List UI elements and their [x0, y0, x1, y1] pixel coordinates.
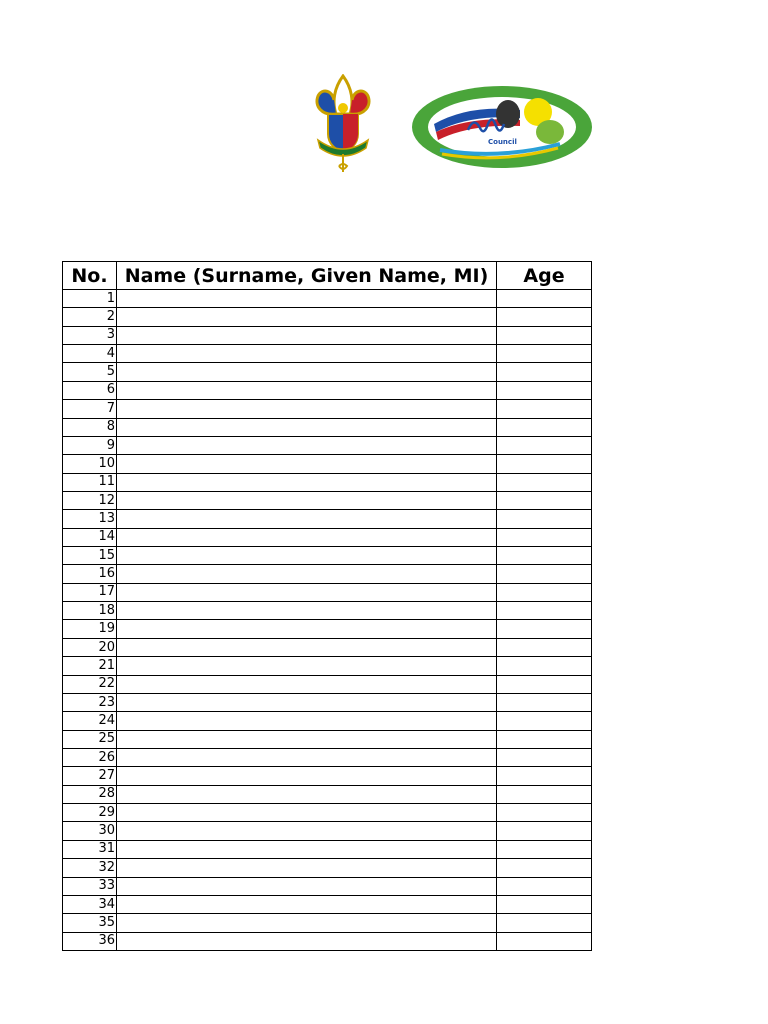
row-number-cell: 10 — [63, 455, 117, 473]
name-cell[interactable] — [117, 455, 497, 473]
header-no: No. — [63, 262, 117, 290]
row-number-cell: 7 — [63, 400, 117, 418]
age-cell[interactable] — [497, 436, 592, 454]
table-row — [63, 895, 592, 913]
name-cell[interactable] — [117, 895, 497, 913]
table-row — [63, 840, 592, 858]
name-cell[interactable] — [117, 840, 497, 858]
age-cell[interactable] — [497, 767, 592, 785]
table-row — [63, 730, 592, 748]
age-cell[interactable] — [497, 804, 592, 822]
table-row — [63, 528, 592, 546]
name-cell[interactable] — [117, 510, 497, 528]
name-cell[interactable] — [117, 565, 497, 583]
age-cell[interactable] — [497, 583, 592, 601]
row-number-cell: 1 — [63, 290, 117, 308]
table-row — [63, 290, 592, 308]
name-cell[interactable] — [117, 547, 497, 565]
row-number-cell: 12 — [63, 491, 117, 509]
row-number-cell: 11 — [63, 473, 117, 491]
name-cell[interactable] — [117, 822, 497, 840]
name-cell[interactable] — [117, 693, 497, 711]
table-row — [63, 583, 592, 601]
age-cell[interactable] — [497, 895, 592, 913]
row-number-cell: 9 — [63, 436, 117, 454]
age-cell[interactable] — [497, 326, 592, 344]
council-label: Council — [488, 138, 517, 146]
table-row — [63, 693, 592, 711]
kab-scout-emblem-logo — [312, 74, 374, 176]
rizal-council-seal-logo — [410, 84, 594, 170]
name-cell[interactable] — [117, 804, 497, 822]
age-cell[interactable] — [497, 528, 592, 546]
table-row — [63, 675, 592, 693]
table-row — [63, 748, 592, 766]
name-cell[interactable] — [117, 528, 497, 546]
table-row — [63, 363, 592, 381]
table-row — [63, 712, 592, 730]
name-cell[interactable] — [117, 602, 497, 620]
table-row — [63, 877, 592, 895]
table-row — [63, 455, 592, 473]
row-number-cell: 32 — [63, 859, 117, 877]
age-cell[interactable] — [497, 308, 592, 326]
table-row — [63, 345, 592, 363]
table-row — [63, 785, 592, 803]
name-cell[interactable] — [117, 877, 497, 895]
name-cell[interactable] — [117, 491, 497, 509]
age-cell[interactable] — [497, 455, 592, 473]
row-number-cell: 34 — [63, 895, 117, 913]
age-cell[interactable] — [497, 510, 592, 528]
age-cell[interactable] — [497, 473, 592, 491]
row-number-cell: 8 — [63, 418, 117, 436]
row-number-cell: 17 — [63, 583, 117, 601]
row-number-cell: 29 — [63, 804, 117, 822]
age-cell[interactable] — [497, 877, 592, 895]
age-cell[interactable] — [497, 657, 592, 675]
name-cell[interactable] — [117, 932, 497, 950]
name-cell[interactable] — [117, 767, 497, 785]
age-cell[interactable] — [497, 400, 592, 418]
row-number-cell: 36 — [63, 932, 117, 950]
table-row — [63, 565, 592, 583]
table-row — [63, 804, 592, 822]
name-cell[interactable] — [117, 675, 497, 693]
name-cell[interactable] — [117, 436, 497, 454]
header-name: Name (Surname, Given Name, MI) — [117, 262, 497, 290]
row-number-cell: 20 — [63, 638, 117, 656]
table-row — [63, 657, 592, 675]
row-number-cell: 21 — [63, 657, 117, 675]
row-number-cell: 35 — [63, 914, 117, 932]
name-cell[interactable] — [117, 400, 497, 418]
row-number-cell: 4 — [63, 345, 117, 363]
table-row — [63, 473, 592, 491]
table-row — [63, 510, 592, 528]
row-number-cell: 31 — [63, 840, 117, 858]
row-number-cell: 24 — [63, 712, 117, 730]
row-number-cell: 15 — [63, 547, 117, 565]
row-number-cell: 30 — [63, 822, 117, 840]
name-cell[interactable] — [117, 418, 497, 436]
name-cell[interactable] — [117, 638, 497, 656]
name-cell[interactable] — [117, 785, 497, 803]
row-number-cell: 28 — [63, 785, 117, 803]
table-row — [63, 326, 592, 344]
age-cell[interactable] — [497, 620, 592, 638]
row-number-cell: 22 — [63, 675, 117, 693]
name-cell[interactable] — [117, 326, 497, 344]
age-cell[interactable] — [497, 914, 592, 932]
age-cell[interactable] — [497, 491, 592, 509]
table-row — [63, 932, 592, 950]
name-cell[interactable] — [117, 914, 497, 932]
row-number-cell: 26 — [63, 748, 117, 766]
table-header-row — [63, 262, 592, 290]
age-cell[interactable] — [497, 693, 592, 711]
age-cell[interactable] — [497, 345, 592, 363]
row-number-cell: 27 — [63, 767, 117, 785]
age-cell[interactable] — [497, 785, 592, 803]
table-row — [63, 381, 592, 399]
name-cell[interactable] — [117, 712, 497, 730]
row-number-cell: 14 — [63, 528, 117, 546]
row-number-cell: 18 — [63, 602, 117, 620]
table-row — [63, 400, 592, 418]
table-row — [63, 418, 592, 436]
name-cell[interactable] — [117, 620, 497, 638]
name-cell[interactable] — [117, 859, 497, 877]
row-number-cell: 5 — [63, 363, 117, 381]
table-row — [63, 914, 592, 932]
name-cell[interactable] — [117, 748, 497, 766]
header-age: Age — [497, 262, 592, 290]
name-cell[interactable] — [117, 290, 497, 308]
age-cell[interactable] — [497, 712, 592, 730]
age-cell[interactable] — [497, 381, 592, 399]
row-number-cell: 25 — [63, 730, 117, 748]
row-number-cell: 3 — [63, 326, 117, 344]
name-cell[interactable] — [117, 657, 497, 675]
table-row — [63, 547, 592, 565]
table-row — [63, 308, 592, 326]
age-cell[interactable] — [497, 932, 592, 950]
table-row — [63, 620, 592, 638]
name-cell[interactable] — [117, 730, 497, 748]
name-cell[interactable] — [117, 381, 497, 399]
name-cell[interactable] — [117, 583, 497, 601]
table-row — [63, 491, 592, 509]
age-cell[interactable] — [497, 363, 592, 381]
row-number-cell: 19 — [63, 620, 117, 638]
age-cell[interactable] — [497, 822, 592, 840]
age-cell[interactable] — [497, 748, 592, 766]
age-cell[interactable] — [497, 675, 592, 693]
age-cell[interactable] — [497, 859, 592, 877]
age-cell[interactable] — [497, 638, 592, 656]
name-cell[interactable] — [117, 308, 497, 326]
age-cell[interactable] — [497, 290, 592, 308]
table-row — [63, 767, 592, 785]
age-cell[interactable] — [497, 418, 592, 436]
age-cell[interactable] — [497, 730, 592, 748]
name-cell[interactable] — [117, 363, 497, 381]
table-row — [63, 436, 592, 454]
name-cell[interactable] — [117, 345, 497, 363]
name-cell[interactable] — [117, 473, 497, 491]
row-number-cell: 23 — [63, 693, 117, 711]
table-row — [63, 602, 592, 620]
row-number-cell: 13 — [63, 510, 117, 528]
row-number-cell: 2 — [63, 308, 117, 326]
age-cell[interactable] — [497, 840, 592, 858]
scout-roster-table — [62, 261, 592, 951]
row-number-cell: 33 — [63, 877, 117, 895]
row-number-cell: 16 — [63, 565, 117, 583]
table-row — [63, 822, 592, 840]
age-cell[interactable] — [497, 565, 592, 583]
age-cell[interactable] — [497, 602, 592, 620]
table-row — [63, 638, 592, 656]
table-row — [63, 859, 592, 877]
age-cell[interactable] — [497, 547, 592, 565]
row-number-cell: 6 — [63, 381, 117, 399]
